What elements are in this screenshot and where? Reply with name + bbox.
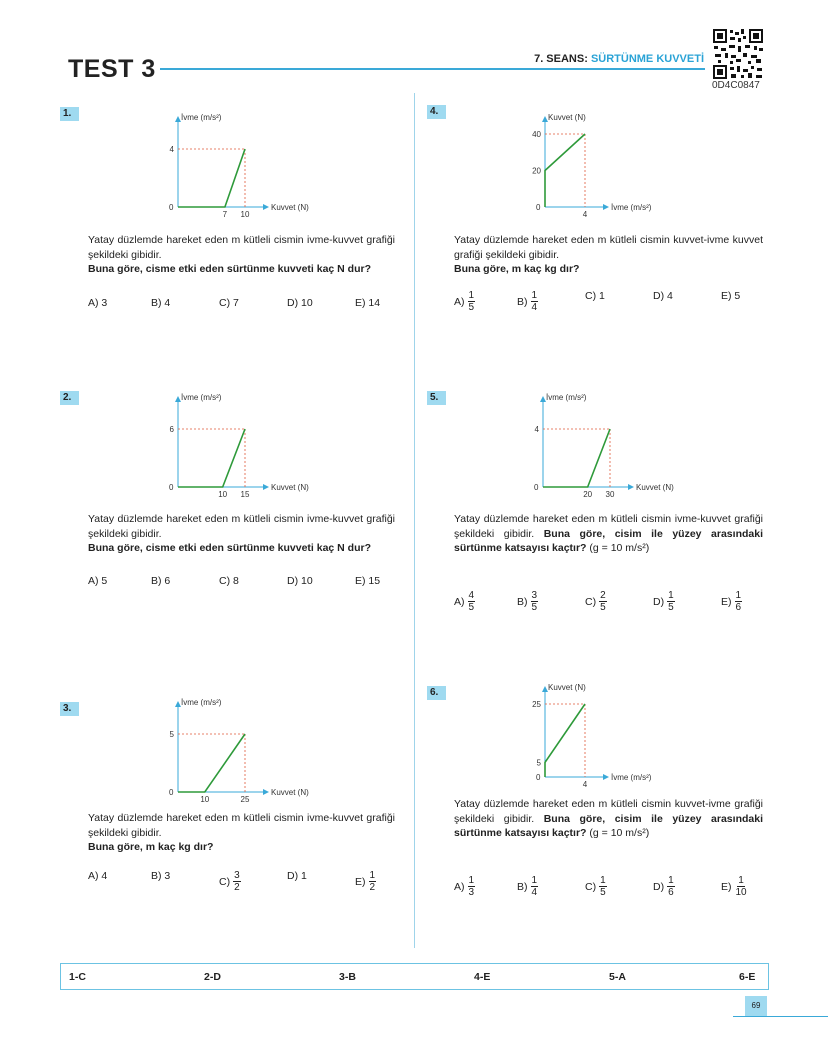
data-line: [178, 734, 245, 792]
choice-c[interactable]: [219, 870, 241, 893]
choice-a[interactable]: [88, 575, 107, 587]
choice-a[interactable]: [88, 297, 107, 309]
fraction-denominator: 5: [668, 602, 674, 613]
fraction-numerator: 1: [600, 875, 606, 886]
qr-code-label: 0D4C0847: [712, 80, 760, 91]
choice-e[interactable]: [355, 575, 380, 587]
question-prompt: Buna göre, cisme etki eden sürtünme kuvveti kaç N dur?: [88, 263, 372, 275]
fraction-denominator: 3: [468, 887, 475, 898]
x-axis-arrow-icon: [263, 204, 269, 210]
choice-label: D) 10: [287, 575, 313, 587]
choice-b[interactable]: [517, 875, 538, 898]
question-text: [454, 512, 763, 556]
fraction-numerator: 1: [668, 590, 674, 601]
choice-label: E) 15: [355, 575, 381, 587]
fraction: [531, 875, 539, 898]
choice-e[interactable]: [721, 590, 742, 613]
choice-label: D) 1: [287, 870, 307, 882]
choice-c[interactable]: [585, 590, 607, 613]
data-line: [545, 134, 585, 207]
question-suffix: (g = 10 m/s²): [589, 542, 650, 554]
choice-label: B): [517, 880, 528, 893]
choice-label: D) 4: [653, 290, 673, 302]
fraction: [531, 590, 539, 613]
graph-q4: [530, 110, 700, 218]
choice-label: C): [585, 595, 597, 608]
choice-label: C): [219, 875, 231, 888]
choice-a[interactable]: [454, 875, 475, 898]
graph-q6: [530, 680, 700, 788]
fraction-numerator: 1: [738, 875, 744, 886]
fraction: [599, 590, 607, 613]
fraction-numerator: 1: [369, 870, 376, 881]
fraction-numerator: 1: [468, 875, 475, 886]
fraction-denominator: 5: [468, 302, 475, 313]
graph-q1: [165, 110, 335, 218]
column-divider: [414, 93, 415, 948]
choice-b[interactable]: [517, 590, 538, 613]
choice-c[interactable]: [219, 575, 239, 587]
choice-label: A): [454, 595, 465, 608]
x-tick-label: 10: [200, 795, 210, 803]
y-axis-label: Kuvvet (N): [548, 683, 586, 692]
choice-label: B) 4: [151, 297, 171, 309]
x-axis-arrow-icon: [263, 484, 269, 490]
question-text: [454, 797, 763, 841]
choice-c[interactable]: [219, 297, 239, 309]
x-axis-label: Kuvvet (N): [271, 203, 309, 212]
fraction-denominator: 2: [234, 882, 240, 893]
topic-title: SÜRTÜNME KUVVETİ: [590, 53, 704, 65]
choice-a[interactable]: [88, 870, 107, 882]
x-axis-label: İvme (m/s²): [611, 773, 652, 782]
choice-label: A): [454, 295, 465, 308]
choice-e[interactable]: [355, 870, 376, 893]
answer-6: 6-E: [739, 971, 756, 983]
y-tick-label: 4: [534, 425, 539, 434]
y-tick-label: 25: [532, 700, 541, 709]
choice-label: C): [585, 880, 597, 893]
x-axis-label: Kuvvet (N): [271, 788, 309, 797]
question-stem: Yatay düzlemde hareket eden m kütleli cismin kuvvet-ivme kuvvet grafiği şekildeki gibidir.: [454, 234, 763, 261]
choice-label: E): [721, 595, 732, 608]
fraction: [468, 875, 476, 898]
choice-label: D) 10: [287, 297, 313, 309]
x-tick-label: 25: [240, 795, 250, 803]
question-prompt: Buna göre, cisme etki eden sürtünme kuvveti kaç N dur?: [88, 542, 372, 554]
y-axis-label: Kuvvet (N): [548, 113, 586, 122]
choice-label: C) 7: [219, 297, 239, 309]
fraction: [369, 870, 377, 893]
fraction-denominator: 5: [600, 602, 606, 613]
fraction-denominator: 5: [600, 887, 606, 898]
data-line: [543, 429, 610, 487]
choice-c[interactable]: [585, 875, 607, 898]
page-rule: [733, 1016, 828, 1017]
y-axis-label: İvme (m/s²): [181, 393, 222, 402]
choice-d[interactable]: [287, 870, 307, 882]
choice-label: C) 1: [585, 290, 605, 302]
data-line: [545, 704, 585, 777]
choice-d[interactable]: [653, 875, 675, 898]
question-stem: Yatay düzlemde hareket eden m kütleli cismin ivme-kuvvet grafiği şekildeki gibidir.: [88, 812, 395, 839]
choice-e[interactable]: [721, 290, 740, 302]
y-tick-label: 6: [169, 425, 174, 434]
choice-label: E): [721, 880, 732, 893]
choice-label: A) 4: [88, 870, 108, 882]
x-axis-arrow-icon: [603, 774, 609, 780]
answer-3: 3-B: [339, 971, 356, 983]
origin-label: 0: [534, 483, 539, 492]
choice-d[interactable]: [653, 290, 673, 302]
question-text: [88, 512, 395, 556]
choice-b[interactable]: [151, 297, 170, 309]
x-tick-label: 10: [218, 490, 228, 498]
fraction-denominator: 10: [735, 887, 747, 898]
answer-2: 2-D: [204, 971, 221, 983]
y-tick-label: 5: [536, 758, 541, 768]
fraction-denominator: 4: [531, 302, 538, 313]
answer-4: 4-E: [474, 971, 491, 983]
question-suffix: (g = 10 m/s²): [589, 827, 650, 839]
data-line: [178, 149, 245, 207]
y-tick-label: 4: [169, 145, 174, 154]
choice-label: E) 14: [355, 297, 381, 309]
fraction: [531, 290, 539, 313]
question-number: 1.: [60, 107, 79, 121]
graph-q2: [165, 390, 335, 498]
y-tick-label: 40: [532, 130, 541, 139]
fraction-numerator: 3: [234, 870, 240, 881]
fraction: [667, 875, 675, 898]
question-prompt: Buna göre, m kaç kg dır?: [454, 263, 580, 275]
answer-5: 5-A: [609, 971, 626, 983]
question-text: [88, 233, 395, 277]
origin-label: 0: [169, 203, 174, 212]
choice-label: B): [517, 595, 528, 608]
origin-label: 0: [536, 773, 541, 782]
fraction: [735, 590, 743, 613]
choice-b[interactable]: [151, 870, 170, 882]
x-axis-label: Kuvvet (N): [271, 483, 309, 492]
fraction: [233, 870, 241, 893]
fraction-numerator: 1: [531, 875, 538, 886]
x-tick-label: 30: [605, 490, 615, 498]
question-stem: Yatay düzlemde hareket eden m kütleli cismin kuvvet-ivme grafiği şekildeki gibidir.: [454, 798, 763, 825]
fraction-numerator: 1: [668, 875, 674, 886]
choice-label: A) 3: [88, 297, 108, 309]
fraction: [667, 590, 675, 613]
x-tick-label: 15: [240, 490, 250, 498]
x-axis-label: İvme (m/s²): [611, 203, 652, 212]
choice-label: B): [517, 295, 528, 308]
question-number: 3.: [60, 702, 79, 716]
question-prompt: Buna göre, cisim ile yüzey arasındaki sürtünme katsayısı kaçtır?: [454, 527, 763, 554]
fraction: [735, 875, 748, 898]
origin-label: 0: [169, 483, 174, 492]
y-axis-label: İvme (m/s²): [181, 698, 222, 707]
fraction-numerator: 2: [600, 590, 606, 601]
choice-label: B) 6: [151, 575, 171, 587]
fraction: [468, 290, 476, 313]
y-axis-label: İvme (m/s²): [181, 113, 222, 122]
origin-label: 0: [169, 788, 174, 797]
x-tick-label: 7: [222, 210, 228, 218]
choice-label: C) 8: [219, 575, 239, 587]
graph-q5: [530, 390, 700, 498]
choice-label: E): [355, 875, 366, 888]
fraction: [599, 875, 607, 898]
choice-d[interactable]: [287, 297, 313, 309]
fraction: [468, 590, 476, 613]
choice-label: B) 3: [151, 870, 171, 882]
question-stem: Yatay düzlemde hareket eden m kütleli cismin ivme-kuvvet grafiği şekildeki gibidir.: [88, 234, 395, 261]
fraction-numerator: 3: [531, 590, 538, 601]
answer-key: [60, 963, 769, 990]
choice-label: D): [653, 880, 665, 893]
session-title: [534, 53, 704, 65]
x-axis-arrow-icon: [603, 204, 609, 210]
fraction-denominator: 6: [735, 602, 742, 613]
fraction-denominator: 6: [668, 887, 674, 898]
x-axis-label: Kuvvet (N): [636, 483, 674, 492]
choice-label: D): [653, 595, 665, 608]
question-text: [88, 811, 395, 855]
choice-d[interactable]: [653, 590, 675, 613]
x-tick-label: 4: [582, 780, 588, 788]
header-rule: [160, 68, 705, 70]
choice-a[interactable]: [454, 290, 475, 313]
question-number: 2.: [60, 391, 79, 405]
choice-a[interactable]: [454, 590, 475, 613]
choice-b[interactable]: [517, 290, 538, 313]
y-axis-label: İvme (m/s²): [546, 393, 587, 402]
x-axis-arrow-icon: [263, 789, 269, 795]
fraction-denominator: 5: [468, 602, 475, 613]
page-number: 69: [745, 996, 767, 1016]
fraction-numerator: 1: [531, 290, 538, 301]
question-number: 5.: [427, 391, 446, 405]
test-title: TEST 3: [68, 55, 156, 83]
y-tick-label: 5: [169, 730, 174, 739]
x-tick-label: 20: [583, 490, 593, 498]
question-stem: Yatay düzlemde hareket eden m kütleli cismin ivme-kuvvet grafiği şekildeki gibidir.: [454, 513, 763, 540]
x-tick-label: 10: [240, 210, 250, 218]
origin-label: 0: [536, 203, 541, 212]
fraction-denominator: 4: [531, 887, 538, 898]
question-prompt: Buna göre, m kaç kg dır?: [88, 841, 214, 853]
choice-e[interactable]: [721, 875, 748, 898]
fraction-numerator: 1: [468, 290, 475, 301]
choice-e[interactable]: [355, 297, 380, 309]
answer-1: 1-C: [69, 971, 86, 983]
question-prompt: Buna göre, cisim ile yüzey arasındaki sürtünme katsayısı kaçtır?: [454, 812, 763, 839]
graph-q3: [165, 695, 335, 803]
x-tick-label: 4: [582, 210, 588, 218]
qr-code-icon: [712, 28, 764, 80]
data-line: [178, 429, 245, 487]
choice-b[interactable]: [151, 575, 170, 587]
question-number: 6.: [427, 686, 446, 700]
fraction-numerator: 1: [735, 590, 742, 601]
session-label: 7. SEANS:: [534, 53, 588, 65]
question-text: [454, 233, 763, 277]
question-number: 4.: [427, 105, 446, 119]
choice-d[interactable]: [287, 575, 313, 587]
fraction-denominator: 5: [531, 602, 538, 613]
choice-label: E) 5: [721, 290, 741, 302]
fraction-numerator: 4: [468, 590, 475, 601]
choice-c[interactable]: [585, 290, 605, 302]
choice-label: A): [454, 880, 465, 893]
x-axis-arrow-icon: [628, 484, 634, 490]
question-stem: Yatay düzlemde hareket eden m kütleli cismin ivme-kuvvet grafiği şekildeki gibidir.: [88, 513, 395, 540]
fraction-denominator: 2: [369, 882, 376, 893]
y-tick-label: 20: [532, 166, 541, 176]
choice-label: A) 5: [88, 575, 108, 587]
